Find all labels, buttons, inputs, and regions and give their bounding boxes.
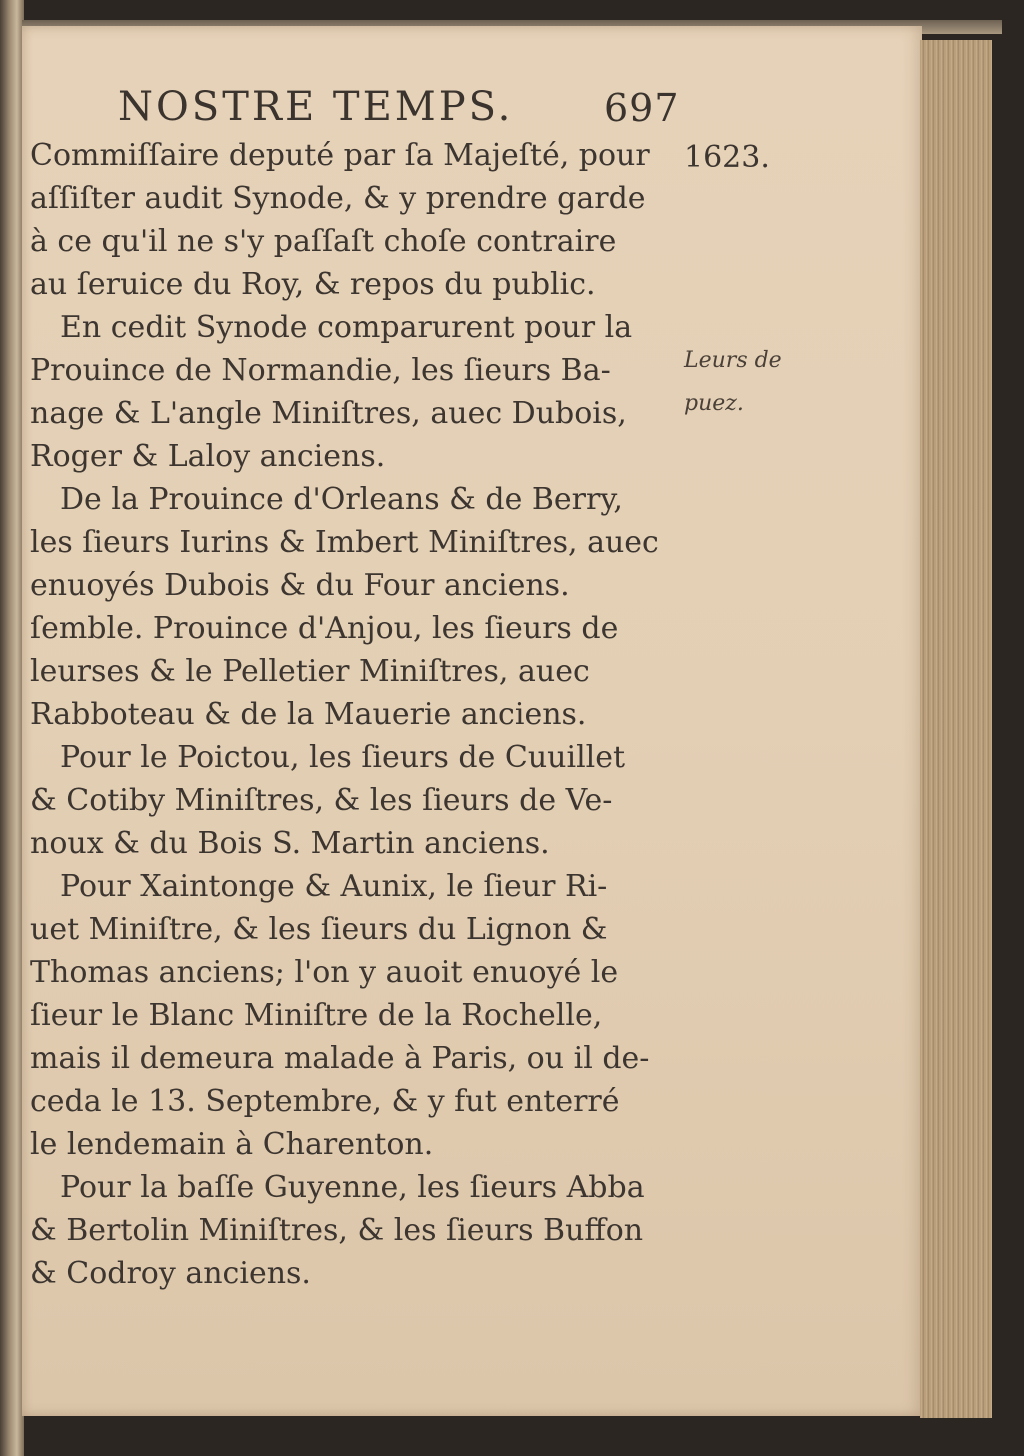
page-block-edge [920, 40, 992, 1418]
running-title: NOSTRE TEMPS. [118, 84, 514, 130]
page-number: 697 [604, 86, 680, 130]
text-line: Commiſſaire deputé par ſa Majeſté, pour [30, 138, 650, 173]
text-line: Pour le Poictou, les ſieurs de Cuuillet [60, 740, 626, 775]
page-header [118, 84, 678, 134]
text-line: Prouince de Normandie, les ſieurs Ba- [30, 353, 611, 388]
margin-note [684, 340, 782, 426]
text-line: aſſiſter audit Synode, & y prendre garde [30, 181, 646, 216]
text-line: Thomas anciens; l'on y auoit enuoyé le [30, 955, 619, 990]
margin-note-line: puez. [684, 391, 744, 416]
margin-note-line: Leurs de [684, 348, 782, 373]
text-line: ſieur le Blanc Miniſtre de la Rochelle, [30, 998, 603, 1033]
text-line: Rabboteau & de la Mauerie anciens. [30, 697, 587, 732]
previous-page-edge [0, 0, 24, 1456]
text-line: Pour la baſſe Guyenne, les ſieurs Abba [60, 1170, 645, 1205]
text-line: & Codroy anciens. [30, 1256, 311, 1291]
text-line: les ſieurs Iurins & Imbert Miniſtres, auec [30, 525, 659, 560]
text-line: Pour Xaintonge & Aunix, le ſieur Ri- [60, 869, 608, 904]
text-line: mais il demeura malade à Paris, ou il de- [30, 1041, 650, 1076]
text-line: uet Miniſtre, & les ſieurs du Lignon & [30, 912, 608, 947]
text-line: & Cotiby Miniſtres, & les ſieurs de Ve- [30, 783, 613, 818]
text-line: à ce qu'il ne s'y paſſaſt choſe contraire [30, 224, 617, 259]
text-line: enuoyés Dubois & du Four anciens. [30, 568, 570, 603]
text-line: De la Prouince d'Orleans & de Berry, [60, 482, 623, 517]
text-line: nage & L'angle Miniſtres, auec Dubois, [30, 396, 627, 431]
text-line: au ſeruice du Roy, & repos du public. [30, 267, 596, 302]
text-line: ſemble. Prouince d'Anjou, les ſieurs de [30, 611, 619, 646]
text-line: le lendemain à Charenton. [30, 1127, 434, 1162]
text-line: leurses & le Pelletier Miniſtres, auec [30, 654, 590, 689]
text-line: Roger & Laloy anciens. [30, 439, 386, 474]
margin-year: 1623. [684, 140, 770, 175]
body-text [30, 134, 680, 1295]
text-line: & Bertolin Miniſtres, & les ſieurs Buffon [30, 1213, 644, 1248]
text-line: noux & du Bois S. Martin anciens. [30, 826, 550, 861]
text-line: ceda le 13. Septembre, & y fut enterré [30, 1084, 620, 1119]
text-line: En cedit Synode comparurent pour la [60, 310, 633, 345]
